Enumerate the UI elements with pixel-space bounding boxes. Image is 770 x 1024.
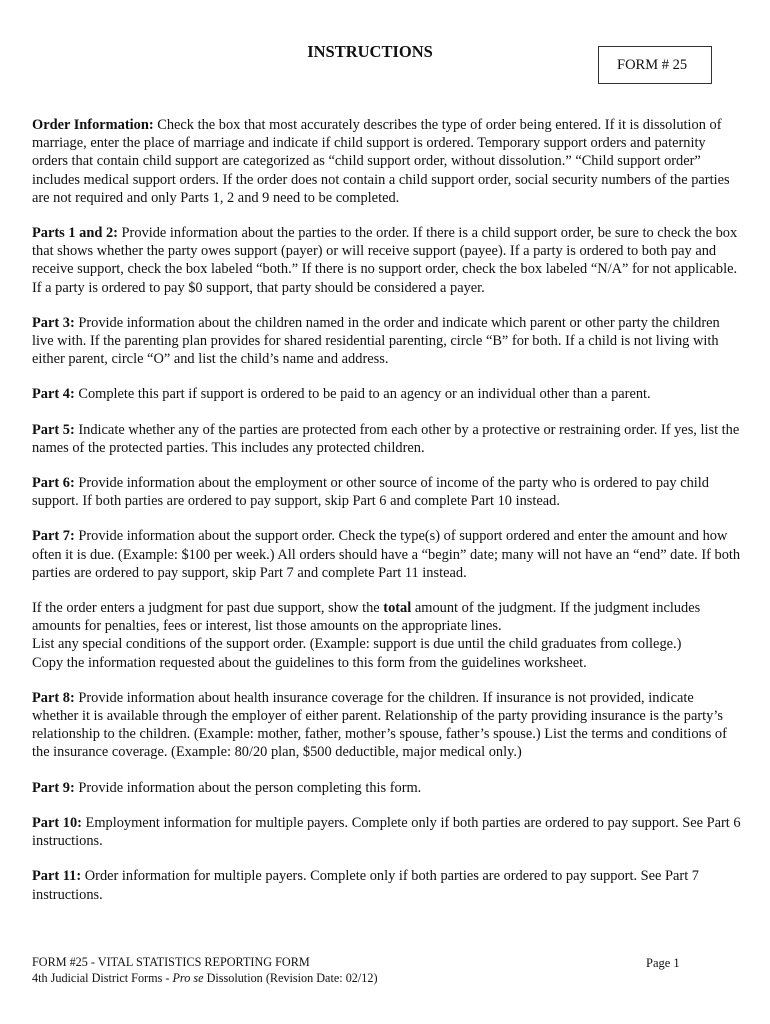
part-3-paragraph: [32, 314, 742, 369]
paragraph-text: Employment information for multiple payers. Complete only if both parties are ordered to pay support. See Part 6 instructions.: [32, 814, 741, 850]
part-6-paragraph: [32, 474, 742, 510]
paragraph-heading: Part 4:: [32, 386, 75, 403]
part-11-paragraph: [32, 867, 742, 903]
paragraph-heading: Parts 1 and 2:: [32, 225, 118, 242]
part-9-paragraph: [32, 779, 742, 797]
paragraph-text: Provide information about the person completing this form.: [74, 779, 422, 796]
judgment-paragraph: [32, 599, 742, 672]
footer: [32, 954, 378, 986]
part-4-paragraph: [32, 385, 742, 403]
paragraph-text: Copy the information requested about the guidelines to this form from the guidelines worksheet.: [32, 654, 587, 671]
paragraph-heading: Part 10:: [32, 814, 82, 831]
emphasis-text: total: [383, 600, 412, 617]
paragraph-heading: Part 8:: [32, 689, 75, 706]
footer-text: 4th Judicial District Forms -: [32, 971, 173, 985]
part-8-paragraph: [32, 689, 742, 762]
paragraph-heading: Order Information:: [32, 117, 154, 133]
paragraph-text: If the order enters a judgment for past due support, show the: [32, 600, 384, 617]
part-10-paragraph: [32, 814, 742, 850]
paragraph-text: Order information for multiple payers. Complete only if both parties are ordered to pay support. See Part 7 instructions.: [32, 868, 699, 903]
paragraph-heading: Part 9:: [32, 779, 75, 796]
paragraph-text: Complete this part if support is ordered to be paid to an agency or an individual other than a parent.: [74, 386, 651, 403]
part-7-paragraph: [32, 527, 742, 582]
footer-italic-text: Pro se: [172, 971, 204, 985]
footer-form-title: FORM #25 - VITAL STATISTICS REPORTING FORM: [32, 955, 310, 969]
paragraph-text: Provide information about health insurance coverage for the children. If insurance is not provided, indicate whether it is available through the employer of either parent. Relationship of the party providing insurance is the party’s relationship to the children. (Example: mother, father, mother’s spouse, father’s spouse.) List the terms and conditions of the insurance coverage. (Example: 80/20 plan, $500 deductible, major medical only.): [32, 689, 727, 761]
footer-text: Dissolution (Revision Date: 02/12): [203, 971, 378, 985]
part-5-paragraph: [32, 421, 742, 457]
paragraph-text: Provide information about the children named in the order and indicate which parent or other party the children live with. If the parenting plan provides for shared residential parenting, circle “B” for both. If a child is not living with either parent, circle “O” and list the child’s name and address.: [32, 314, 720, 368]
paragraph-heading: Part 6:: [32, 475, 75, 492]
parts-1-2-paragraph: [32, 224, 742, 297]
paragraph-heading: Part 5:: [32, 421, 75, 438]
page-title: INSTRUCTIONS: [307, 42, 433, 61]
paragraph-text: Provide information about the parties to the order. If there is a child support order, be sure to check the box that shows whether the party owes support (payer) or will receive support (payee). If a party is ordered to both pay and receive support, check the box labeled “both.” If there is no support order, check the box labeled “N/A” for not applicable. If a party is ordered to pay $0 support, that party should be considered a payer.: [32, 225, 738, 296]
paragraph-text: Check the box that most accurately describes the type of order being entered. If it is dissolution of marriage, enter the place of marriage and indicate if child support is ordered. Temporary support orders and paternity orders that contain child support are categorized as “child support order, without dissolution.” “Child support order” includes medical support orders. If the order does not contain a child support order, social security numbers of the parties are not required and only Parts 1, 2 and 9 need to be completed.: [32, 117, 730, 206]
form-number-box: FORM # 25: [598, 46, 712, 84]
order-information-paragraph: [32, 116, 742, 207]
paragraph-heading: Part 3:: [32, 314, 75, 331]
paragraph-text: amount of the judgment. If the judgment includes amounts for penalties, fees or interest, list those amounts on the appropriate lines.: [32, 600, 701, 635]
paragraph-text: Provide information about the employment or other source of income of the party who is ordered to pay child support. If both parties are ordered to pay support, skip Part 6 and complete Part 10 instead.: [32, 475, 709, 510]
paragraph-text: Provide information about the support order. Check the type(s) of support ordered and enter the amount and how often it is due. (Example: $100 per week.) All orders should have a “begin” date; many will not have an “end” date. If both parties are ordered to pay support, skip Part 7 and complete Part 11 instead.: [32, 528, 741, 581]
paragraph-heading: Part 11:: [32, 868, 82, 885]
footer-revision: [32, 970, 378, 986]
paragraph-heading: Part 7:: [32, 528, 75, 545]
page-number: Page 1: [646, 956, 680, 970]
instructions-body: [32, 116, 742, 921]
paragraph-text: List any special conditions of the support order. (Example: support is due until the child graduates from college.): [32, 636, 682, 653]
paragraph-text: Indicate whether any of the parties are protected from each other by a protective or restraining order. If yes, list the names of the protected parties. This includes any protected children.: [32, 421, 740, 456]
